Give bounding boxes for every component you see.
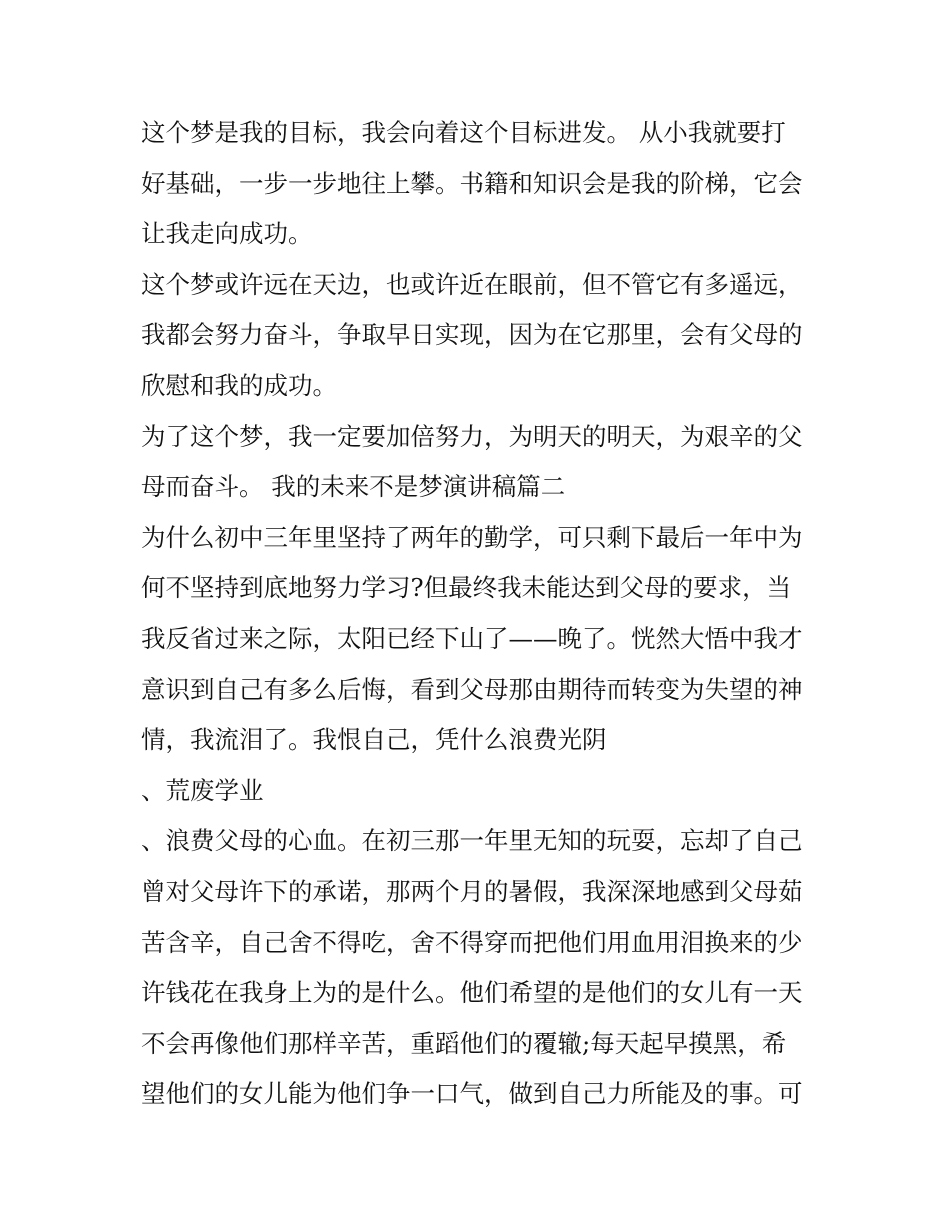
text-line: 这个梦或许远在天边，也或许近在眼前，但不管它有多遥远， [141,269,803,299]
text-line: 好基础，一步一步地往上攀。书籍和知识会是我的阶梯，它会 [141,168,803,198]
text-line: 许钱花在我身上为的是什么。他们希望的是他们的女儿有一天 [141,978,803,1008]
text-line: 、荒废学业 [141,775,264,805]
text-line: 为了这个梦，我一定要加倍努力，为明天的明天，为艰辛的父 [141,421,803,451]
text-line: 何不坚持到底地努力学习?但最终我未能达到父母的要求，当 [141,573,792,603]
text-line: 为什么初中三年里坚持了两年的勤学，可只剩下最后一年中为 [141,522,803,552]
document-body [141,108,821,1120]
text-line: 曾对父母许下的承诺，那两个月的暑假，我深深地感到父母茹 [141,876,803,906]
text-line: 意识到自己有多么后悔，看到父母那由期待而转变为失望的神 [141,674,803,704]
text-line: 、浪费父母的心血。在初三那一年里无知的玩耍，忘却了自己 [141,826,803,856]
text-line: 我都会努力奋斗，争取早日实现，因为在它那里，会有父母的 [141,320,803,350]
text-line: 让我走向成功。 [141,219,313,249]
text-line: 苦含辛，自己舍不得吃，舍不得穿而把他们用血用泪换来的少 [141,927,803,957]
text-line: 望他们的女儿能为他们争一口气，做到自己力所能及的事。可 [141,1079,803,1109]
text-line: 我反省过来之际，太阳已经下山了——晚了。恍然大悟中我才 [141,623,803,653]
text-line: 情，我流泪了。我恨自己，凭什么浪费光阴 [141,725,607,755]
text-line: 母而奋斗。 我的未来不是梦演讲稿篇二 [141,472,566,502]
text-line: 不会再像他们那样辛苦，重蹈他们的覆辙;每天起早摸黑，希 [141,1028,787,1058]
text-line: 这个梦是我的目标，我会向着这个目标进发。 从小我就要打 [141,118,786,147]
text-line: 欣慰和我的成功。 [141,370,337,400]
